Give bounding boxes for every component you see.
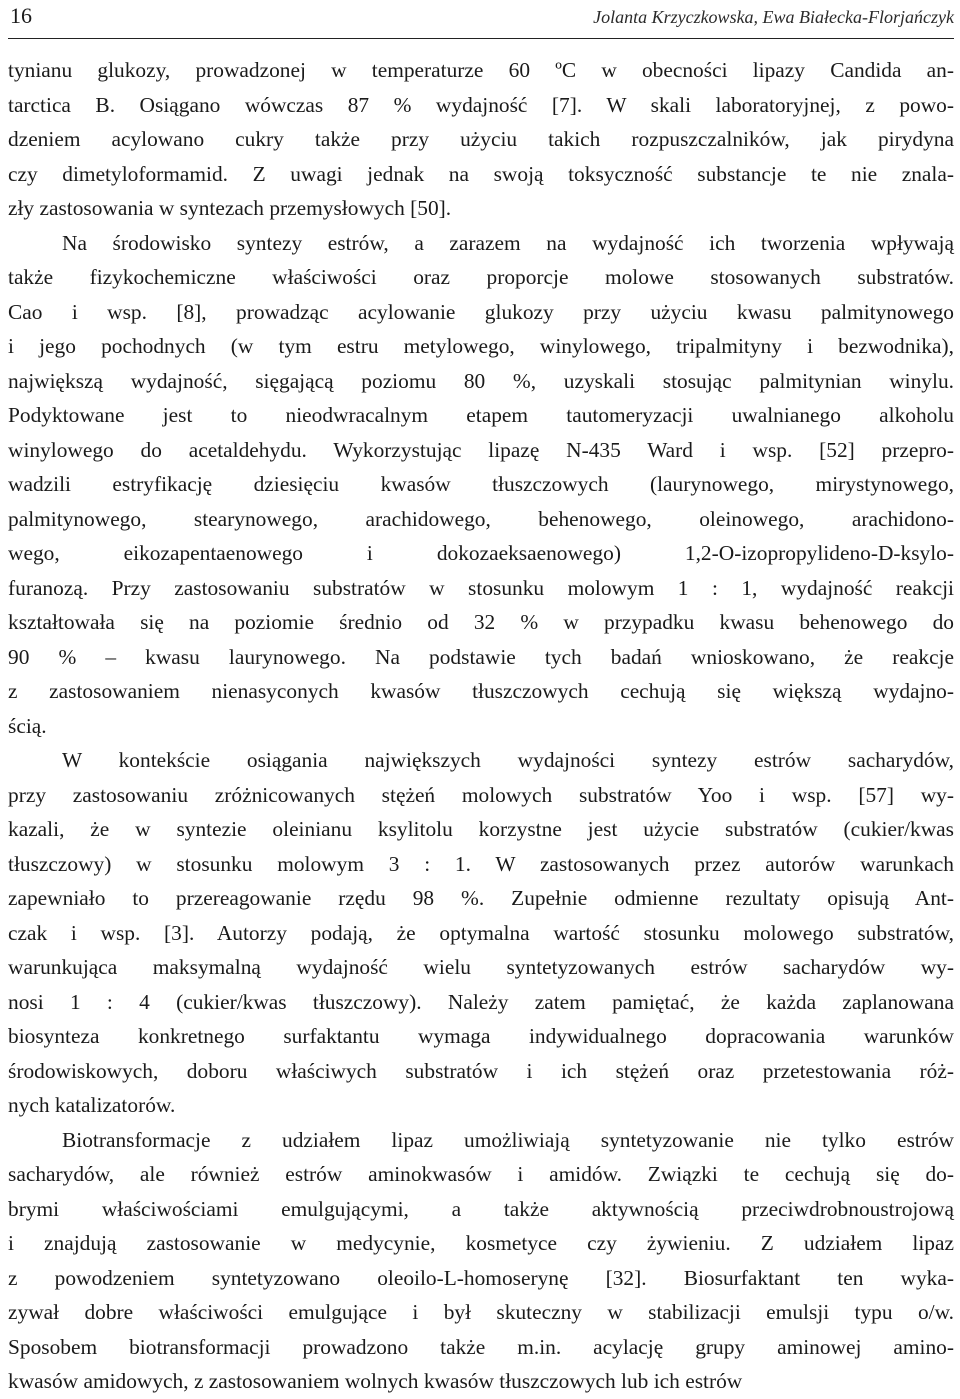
paragraph xyxy=(8,226,954,744)
text-line: sacharydów, ale również estrów aminokwasów i amidów. Związki te cechują się do- xyxy=(8,1162,954,1186)
text-line: nych katalizatorów. xyxy=(8,1093,176,1117)
text-line: tłuszczowy) w stosunku molowym 3 : 1. W zastosowanych przez autorów warunkach xyxy=(8,851,954,876)
text-line: warunkująca maksymalną wydajność wielu syntetyzowanych estrów sacharydów wy- xyxy=(8,955,954,979)
text-line: największą wydajność, sięgającą poziomu 80 %, uzyskali stosując palmitynian winylu. xyxy=(8,368,954,393)
text-line: zywał dobre właściwości emulgujące i był skuteczny w stabilizacji emulsji typu o/w. xyxy=(8,1300,954,1324)
running-header-authors: Jolanta Krzyczkowska, Ewa Białecka-Florjańczyk xyxy=(593,7,954,27)
page-number: 16 xyxy=(10,3,32,28)
text-line: 90 % – kwasu laurynowego. Na podstawie tych badań wnioskowano, że reakcje xyxy=(8,644,954,669)
text-line: winylowego do acetaldehydu. Wykorzystując lipazę N-435 Ward i wsp. [52] przepro- xyxy=(8,437,954,462)
text-line: wadzili estryfikację dziesięciu kwasów tłuszczowych (laurynowego, mirystynowego, xyxy=(8,472,954,496)
text-line: kazali, że w syntezie oleinianu ksylitolu korzystne jest użycie substratów (cukier/kwas xyxy=(8,817,954,841)
text-line: przy zastosowaniu zróżnicowanych stężeń molowych substratów Yoo i wsp. [57] wy- xyxy=(8,782,954,807)
text-line: W kontekście osiągania największych wydajności syntezy estrów sacharydów, xyxy=(62,748,954,772)
text-line: wego, eikozapentaenowego i dokozaeksaenowego) 1,2-O-izopropylideno-D-ksylo- xyxy=(8,541,954,565)
running-header xyxy=(8,0,954,39)
text-line: z powodzeniem syntetyzowano oleoilo-L-homoserynę [32]. Biosurfaktant ten wyka- xyxy=(8,1265,954,1290)
text-line: kwasów amidowych, z zastosowaniem wolnych kwasów tłuszczowych lub ich estrów xyxy=(8,1369,743,1393)
text-line: zły zastosowania w syntezach przemysłowych [50]. xyxy=(8,196,452,220)
document-page xyxy=(8,0,954,1393)
text-line: zapewniało to przereagowanie rzędu 98 %. Zupełnie odmienne rezultaty opisują Ant- xyxy=(8,886,954,910)
text-line: i jego pochodnych (w tym estru metylowego, winylowego, tripalmityny i bezwodnika), xyxy=(8,334,954,358)
text-line: tynianu glukozy, prowadzonej w temperaturze 60 ºC w obecności lipazy Candida an- xyxy=(8,58,954,82)
text-line: także fizykochemiczne właściwości oraz proporcje molowe stosowanych substratów. xyxy=(8,265,954,289)
text-line: i znajdują zastosowanie w medycynie, kosmetyce czy żywieniu. Z udziałem lipaz xyxy=(8,1231,954,1255)
text-line: czy dimetyloformamid. Z uwagi jednak na swoją toksyczność substancje te nie znala- xyxy=(8,161,954,186)
body-text xyxy=(8,53,954,1399)
text-line: Cao i wsp. [8], prowadząc acylowanie glukozy przy użyciu kwasu palmitynowego xyxy=(8,299,954,324)
text-line: nosi 1 : 4 (cukier/kwas tłuszczowy). Należy zatem pamiętać, że każda zaplanowana xyxy=(8,989,954,1014)
text-line: furanozą. Przy zastosowaniu substratów w stosunku molowym 1 : 1, wydajność reakcji xyxy=(8,575,954,600)
text-line: ścią. xyxy=(8,713,47,738)
text-line: biosynteza konkretnego surfaktantu wymaga indywidualnego dopracowania warunków xyxy=(8,1024,954,1048)
paragraph xyxy=(8,743,954,1123)
text-line: brymi właściwościami emulgującymi, a także aktywnością przeciwdrobnoustrojową xyxy=(8,1196,954,1221)
text-line: Sposobem biotransformacji prowadzono także m.in. acylację grupy aminowej amino- xyxy=(8,1334,954,1359)
text-line: kształtowała się na poziomie średnio od 32 % w przypadku kwasu behenowego do xyxy=(8,610,954,634)
text-line: środowiskowych, doboru właściwych substratów i ich stężeń oraz przetestowania róż- xyxy=(8,1058,954,1083)
paragraph xyxy=(8,1123,954,1399)
text-line: Podyktowane jest to nieodwracalnym etapem tautomeryzacji uwalnianego alkoholu xyxy=(8,403,954,427)
text-line: Na środowisko syntezy estrów, a zarazem na wydajność ich tworzenia wpływają xyxy=(62,230,954,255)
text-line: dzeniem acylowano cukry także przy użyciu takich rozpuszczalników, jak pirydyna xyxy=(8,127,954,151)
text-line: Biotransformacje z udziałem lipaz umożliwiają syntetyzowanie nie tylko estrów xyxy=(62,1127,954,1152)
text-line: czak i wsp. [3]. Autorzy podają, że optymalna wartość stosunku molowego substratów, xyxy=(8,920,954,945)
text-line: tarctica B. Osiągano wówczas 87 % wydajność [7]. W skali laboratoryjnej, z powo- xyxy=(8,92,954,117)
text-line: z zastosowaniem nienasyconych kwasów tłuszczowych cechują się większą wydajno- xyxy=(8,679,954,703)
text-line: palmitynowego, stearynowego, arachidowego, behenowego, oleinowego, arachidono- xyxy=(8,506,954,531)
paragraph xyxy=(8,53,954,226)
